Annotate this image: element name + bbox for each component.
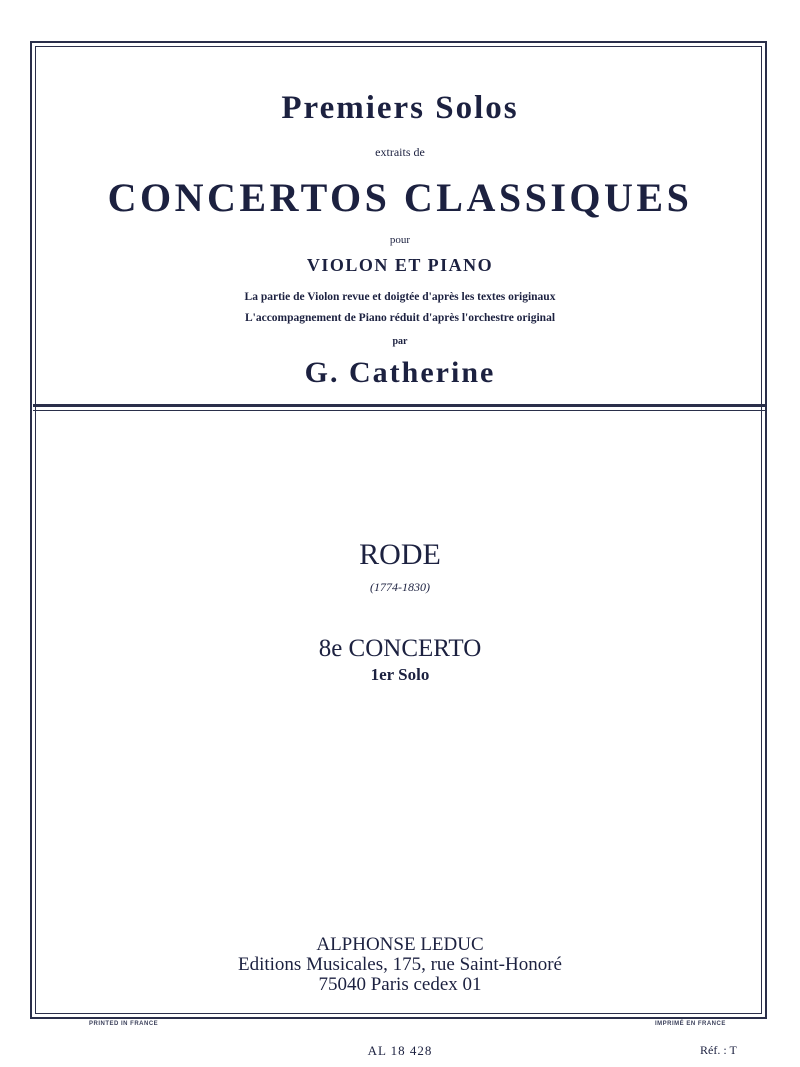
extraits-label: extraits de (375, 145, 425, 159)
pour-label: pour (389, 234, 411, 246)
publisher-address: Editions Musicales, 175, rue Saint-Honoré (237, 954, 562, 975)
catalog-number: AL 18 428 (367, 1043, 433, 1058)
printed-in-france-fr: IMPRIMÉ EN FRANCE (655, 1021, 726, 1027)
reference-label: Réf. : T (700, 1043, 737, 1057)
piano-note: L'accompagnement de Piano réduit d'après l'orchestre original (244, 312, 556, 324)
series-title: Premiers Solos (281, 90, 519, 126)
section-divider (33, 404, 765, 407)
instruments-title: VIOLON ET PIANO (306, 255, 494, 275)
concerto-title: 8e CONCERTO (318, 635, 482, 662)
composer-years: (1774-1830) (370, 580, 430, 594)
section-divider-thin (33, 410, 765, 411)
editor-name: G. Catherine (304, 356, 496, 389)
publisher-city: 75040 Paris cedex 01 (318, 974, 482, 995)
publisher-name: ALPHONSE LEDUC (316, 934, 484, 955)
violin-note: La partie de Violon revue et doigtée d'après les textes originaux (244, 291, 556, 303)
composer-name: RODE (359, 538, 441, 571)
collection-title: CONCERTOS CLASSIQUES (107, 175, 693, 220)
solo-label: 1er Solo (370, 665, 430, 684)
printed-in-france-en: PRINTED IN FRANCE (89, 1021, 159, 1027)
par-label: par (392, 336, 408, 347)
